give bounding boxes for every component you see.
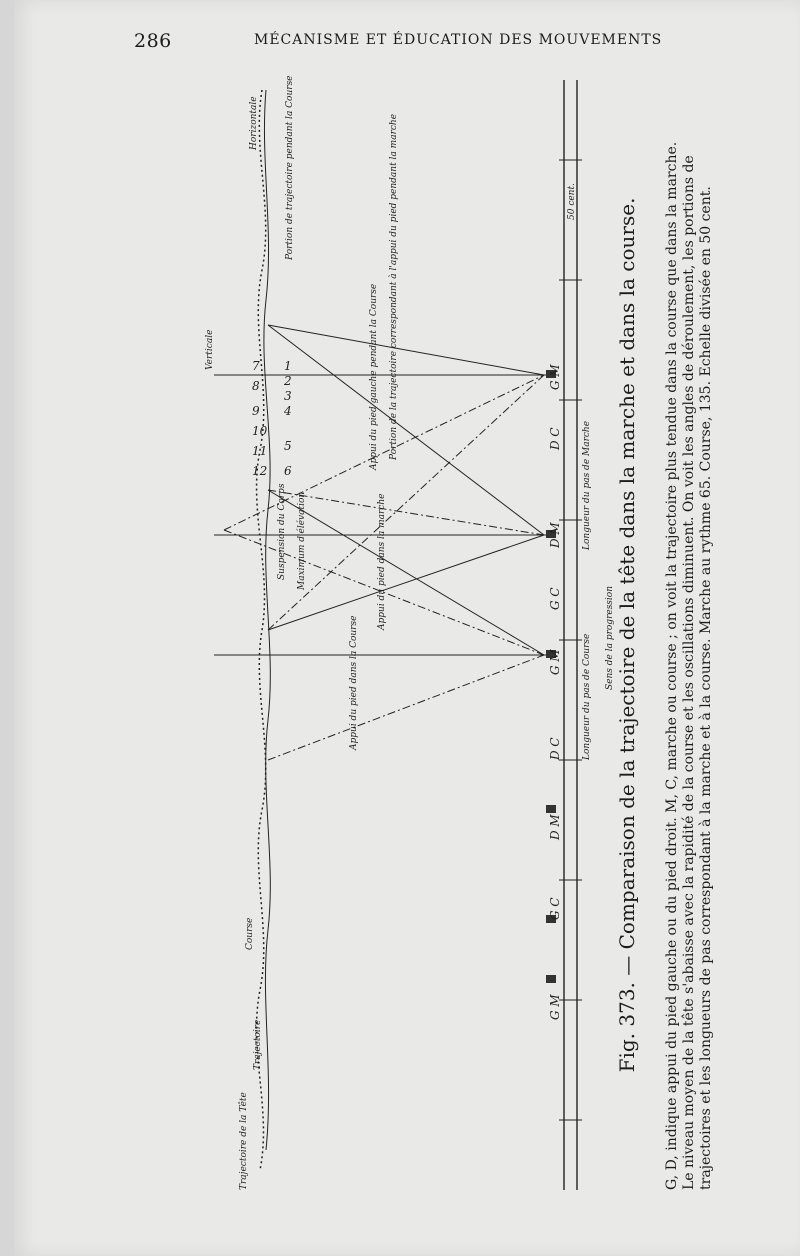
mark-4: 4 <box>284 404 292 418</box>
book-page <box>14 0 800 1256</box>
caption-line-3: trajectoires et les longueurs de pas correspondant à la marche et à la course. Marche au rythme 65. Course, 135. Echelle divisée en 50 cent. <box>698 186 714 1190</box>
label-portion-course: Portion de trajectoire pendant la Course <box>285 75 295 260</box>
caption-line-2: Le niveau moyen de la tête s'abaisse avec la rapidité de la course et les oscillations diminuent. On voit les angles de déroulement, les portions de <box>681 155 697 1190</box>
trajectory-run <box>264 90 270 1150</box>
label-sens-progression: Sens de la progression <box>605 585 615 690</box>
label-pas-marche: Longueur du pas de Marche <box>582 420 592 550</box>
foot-label-5: G M <box>548 649 562 675</box>
foot-label-4: D C <box>548 737 562 760</box>
label-appui-gauche-course: Appui du pied gauche pendant la Course <box>369 283 379 470</box>
foot-label-9: G M <box>548 364 562 390</box>
mark-3: 3 <box>284 389 292 403</box>
mark-8: 8 <box>252 379 260 393</box>
foot-label-8: D C <box>548 427 562 450</box>
foot-label-6: G C <box>548 587 562 610</box>
scale-ticks <box>559 160 582 1120</box>
mark-7: 7 <box>252 359 260 373</box>
label-horizontale: Horizontale <box>249 96 259 150</box>
foot-markers <box>546 370 556 983</box>
mark-9: 9 <box>252 404 260 418</box>
mark-6: 6 <box>284 464 292 478</box>
label-maximum: Maximum d'élévation <box>297 491 307 590</box>
foot-label-3: D M <box>548 814 562 840</box>
foot-label-2: G C <box>548 897 562 920</box>
caption-line-1: G, D, indique appui du pied gauche ou du pied droit. M, C, marche ou course ; on voit la trajectoire plus tendue dans la course que dans la marche. <box>664 141 680 1190</box>
mark-5: 5 <box>284 439 292 453</box>
mark-1: 1 <box>284 359 292 373</box>
label-pas-course: Longueur du pas de Course <box>582 633 592 760</box>
foot-label-7: D M <box>548 522 562 548</box>
label-trajectoire: Trajectoire <box>253 1019 263 1070</box>
figure-title: Fig. 373. — Comparaison de la trajectoire de la tête dans la marche et dans la course. <box>615 197 639 1073</box>
label-suspension: Suspension du Corps <box>277 483 287 580</box>
foot-label-1: G M <box>548 994 562 1020</box>
mark-10: 10 <box>252 424 268 438</box>
page-number: 286 <box>134 30 172 52</box>
label-appui-marche: Appui du pied dans la marche <box>377 493 387 630</box>
figure-caption-text <box>664 80 715 1190</box>
running-title: MÉCANISME ET ÉDUCATION DES MOUVEMENTS <box>254 32 663 48</box>
mark-11: 11 <box>252 444 268 458</box>
label-trajectoire-tete: Trajectoire de la Tête <box>239 1092 249 1190</box>
mark-2: 2 <box>284 374 292 388</box>
label-course: Course <box>245 917 255 950</box>
figure-caption <box>614 60 794 1210</box>
label-50-cent: 50 cent. <box>567 183 577 220</box>
label-appui-course: Appui du pied dans la Course <box>349 615 359 750</box>
label-verticale: Verticale <box>205 329 215 370</box>
trajectory-walk <box>257 90 266 1170</box>
label-portion-marche: Portion de la trajectoire correspondant à l'appui du pied pendant la marche <box>389 113 399 460</box>
mark-12: 12 <box>252 464 268 478</box>
